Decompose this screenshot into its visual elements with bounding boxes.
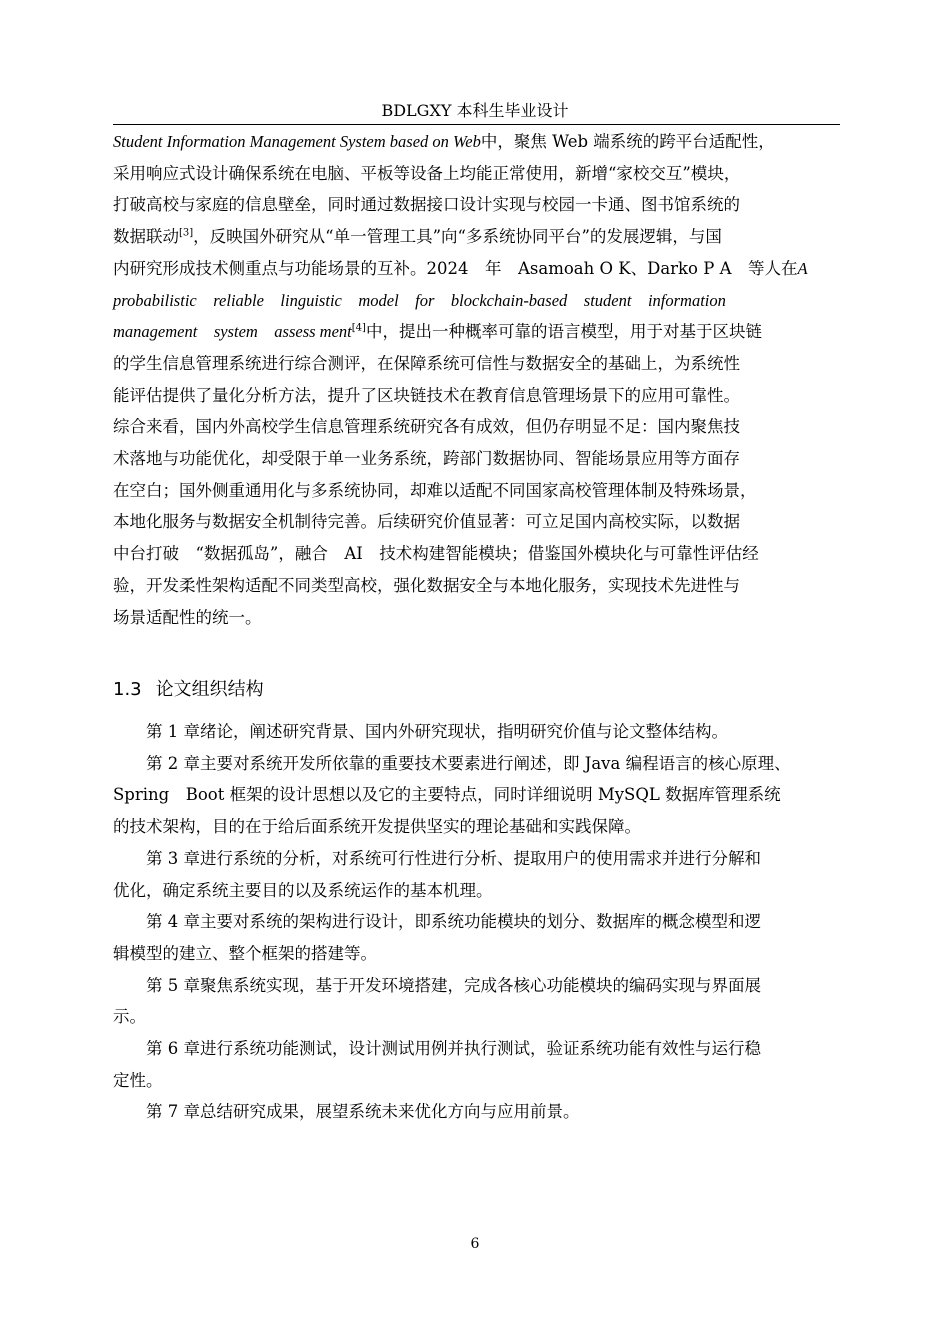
text-line: 的技术架构，目的在于给后面系统开发提供坚实的理论基础和实践保障。 [113,817,641,837]
cited-title: A [797,258,808,278]
cited-title: probabilistic reliable linguistic model for blockchain-based student information [113,290,726,310]
text-line: management system assess ment[4]中，提出一种概率可靠的语言模型，用于对基于区块链 [113,322,762,342]
text-line: Student Information Management System based on Web中，聚焦 Web 端系统的跨平台适配性， [113,132,775,151]
text-line: 能评估提供了量化分析方法，提升了区块链技术在教育信息管理场景下的应用可靠性。 [113,385,740,405]
section-title: 论文组织结构 [155,679,264,700]
text-line: 内研究形成技术侧重点与功能场景的互补。2024 年 Asamoah O K、Darko P A 等人在A [113,258,808,278]
text-line: 中台打破 “数据孤岛”，融合 AI 技术构建智能模块；借鉴国外模块化与可靠性评估经 [113,544,759,564]
text-line: 综合来看，国内外高校学生信息管理系统研究各有成效，但仍存明显不足：国内聚焦技 [113,417,740,437]
cited-title: Student Information Management System based on Web [113,132,481,151]
running-header: BDLGXY 本科生毕业设计 [381,101,569,120]
page-number: 6 [470,1236,480,1252]
text-line: 采用响应式设计确保系统在电脑、平板等设备上均能正常使用，新增“家校交互”模块， [113,163,741,183]
text-line: 优化，确定系统主要目的以及系统运作的基本机理。 [113,880,493,900]
header-divider [113,124,840,125]
text-line: 本地化服务与数据安全机制待完善。后续研究价值显著：可立足国内高校实际，以数据 [113,512,740,532]
text-line: 数据联动[3]，反映国外研究从“单一管理工具”向“多系统协同平台”的发展逻辑，与国 [113,227,722,247]
text-line: 打破高校与家庭的信息壁垒，同时通过数据接口设计实现与校园一卡通、图书馆系统的 [113,195,740,215]
citation-ref: [4] [351,322,366,334]
text-line: 定性。 [113,1070,163,1090]
text-line: 在空白；国外侧重通用化与多系统协同，却难以适配不同国家高校管理体制及特殊场景， [113,480,757,500]
chapter-4-summary: 第 4 章主要对系统的架构进行设计，即系统功能模块的划分、数据库的概念模型和逻 [113,912,761,932]
text-line: 验，开发柔性架构适配不同类型高校，强化数据安全与本地化服务，实现技术先进性与 [113,575,740,595]
section-number: 1.3 [113,679,142,700]
chapter-7-summary: 第 7 章总结研究成果，展望系统未来优化方向与应用前景。 [113,1102,580,1122]
section-heading [113,674,264,706]
chapter-3-summary: 第 3 章进行系统的分析，对系统可行性进行分析、提取用户的使用需求并进行分解和 [113,848,761,868]
text-line: 的学生信息管理系统进行综合测评，在保障系统可信性与数据安全的基础上，为系统性 [113,353,740,373]
chapter-2-summary: 第 2 章主要对系统开发所依靠的重要技术要素进行阐述，即 Java 编程语言的核心原理、 [113,753,791,773]
citation-ref: [3] [179,227,194,239]
text-line: 示。 [113,1007,146,1027]
chapter-6-summary: 第 6 章进行系统功能测试，设计测试用例并执行测试，验证系统功能有效性与运行稳 [113,1039,761,1059]
literature-review-paragraph [113,126,863,633]
chapter-5-summary: 第 5 章聚焦系统实现，基于开发环境搭建，完成各核心功能模块的编码实现与界面展 [113,975,761,995]
cited-title: management system assess ment [113,322,352,342]
chapter-1-summary: 第 1 章绪论，阐述研究背景、国内外研究现状，指明研究价值与论文整体结构。 [113,722,728,741]
text-line: 术落地与功能优化，却受限于单一业务系统，跨部门数据协同、智能场景应用等方面存 [113,449,740,469]
text-line: Spring Boot 框架的设计思想以及它的主要特点，同时详细说明 MySQL 数据库管理系统 [113,785,781,805]
text-line: 辑模型的建立、整个框架的搭建等。 [113,943,377,963]
text-line: 场景适配性的统一。 [113,607,262,627]
thesis-structure-list [113,716,863,1128]
